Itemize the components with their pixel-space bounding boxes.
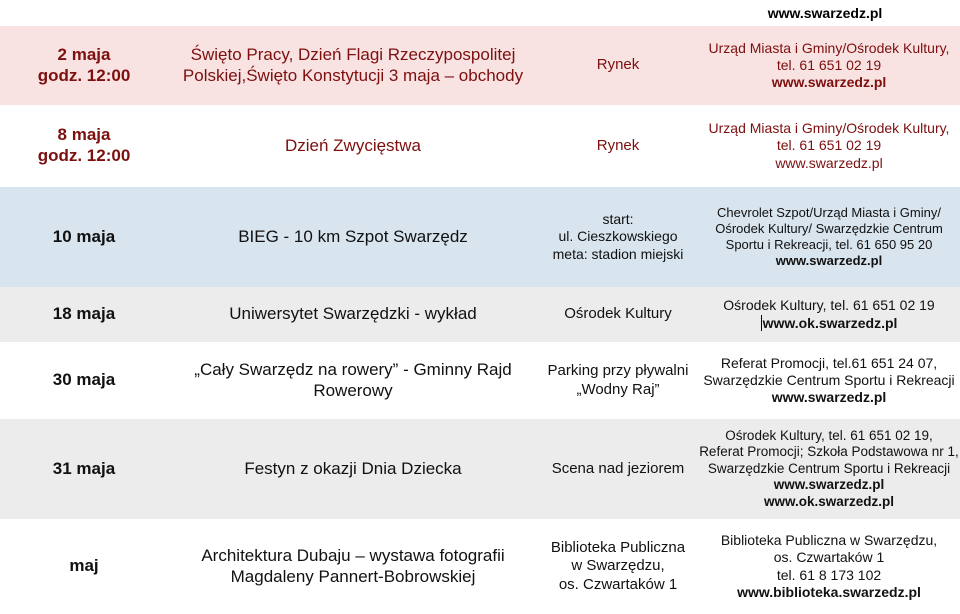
event-row xyxy=(0,419,960,519)
event-row xyxy=(0,287,960,342)
event-place: start: ul. Cieszkowskiego meta: stadion miejski xyxy=(552,211,684,262)
event-place: Rynek xyxy=(596,136,640,154)
event-title: BIEG - 10 km Szpot Swarzędz xyxy=(238,226,468,246)
event-organizer: Referat Promocji, tel.61 651 24 07, Swarzędzkie Centrum Sportu i Rekreacji www.swarzedz.pl xyxy=(703,354,955,406)
event-row xyxy=(0,187,960,287)
organizer-website: www.swarzedz.pl xyxy=(767,5,883,21)
event-organizer: Ośrodek Kultury, tel. 61 651 02 19, Referat Promocji; Szkoła Podstawowa nr 1, Swarzędzkie Centrum Sportu i Rekreacji www.swarzedz.pl www.ok.swarzedz.pl xyxy=(699,427,959,509)
event-row xyxy=(0,26,960,105)
event-date: 18 maja xyxy=(52,304,116,324)
event-organizer: Biblioteka Publiczna w Swarzędzu, os. Czwartaków 1 tel. 61 8 173 102 www.biblioteka.swarzedz.pl xyxy=(720,532,938,600)
event-organizer: Urząd Miasta i Gminy/Ośrodek Kultury, tel. 61 651 02 19 www.swarzedz.pl xyxy=(708,39,950,91)
event-title: Święto Pracy, Dzień Flagi Rzeczypospolitej Polskiej,Święto Konstytucji 3 maja – obchody xyxy=(182,44,524,85)
event-date: 30 maja xyxy=(52,370,116,390)
event-organizer: Ośrodek Kultury, tel. 61 651 02 19 www.ok.swarzedz.pl xyxy=(723,297,935,331)
event-row xyxy=(0,105,960,187)
event-title: Dzień Zwycięstwa xyxy=(284,135,422,155)
event-place: Ośrodek Kultury xyxy=(564,305,672,323)
event-place: Parking przy pływalni „Wodny Raj” xyxy=(547,362,689,398)
top-continuation-row xyxy=(0,0,960,26)
event-date: 10 maja xyxy=(52,226,116,246)
event-place: Rynek xyxy=(596,56,640,74)
event-place: Biblioteka Publiczna w Swarzędzu, os. Czwartaków 1 xyxy=(550,539,686,593)
event-organizer: Chevrolet Szpot/Urząd Miasta i Gminy/ Ośrodek Kultury/ Swarzędzkie Centrum Sportu i Rekreacji, tel. 61 650 95 20 www.swarzedz.pl xyxy=(715,205,943,268)
event-place: Scena nad jeziorem xyxy=(551,459,685,477)
event-title: Architektura Dubaju – wystawa fotografii Magdaleny Pannert-Bobrowskiej xyxy=(201,545,505,586)
event-organizer: Urząd Miasta i Gminy/Ośrodek Kultury, tel. 61 651 02 19 www.swarzedz.pl xyxy=(708,120,950,171)
event-date: 8 maja godz. 12:00 xyxy=(37,125,131,165)
event-title: Uniwersytet Swarzędzki - wykład xyxy=(229,304,477,324)
event-date: 2 maja godz. 12:00 xyxy=(37,44,131,85)
event-date: 31 maja xyxy=(52,458,116,478)
event-row xyxy=(0,519,960,614)
event-title: Festyn z okazji Dnia Dziecka xyxy=(244,458,462,478)
event-date: maj xyxy=(69,556,99,576)
event-row xyxy=(0,342,960,419)
event-title: „Cały Swarzędz na rowery” - Gminny Rajd Rowerowy xyxy=(194,359,512,400)
